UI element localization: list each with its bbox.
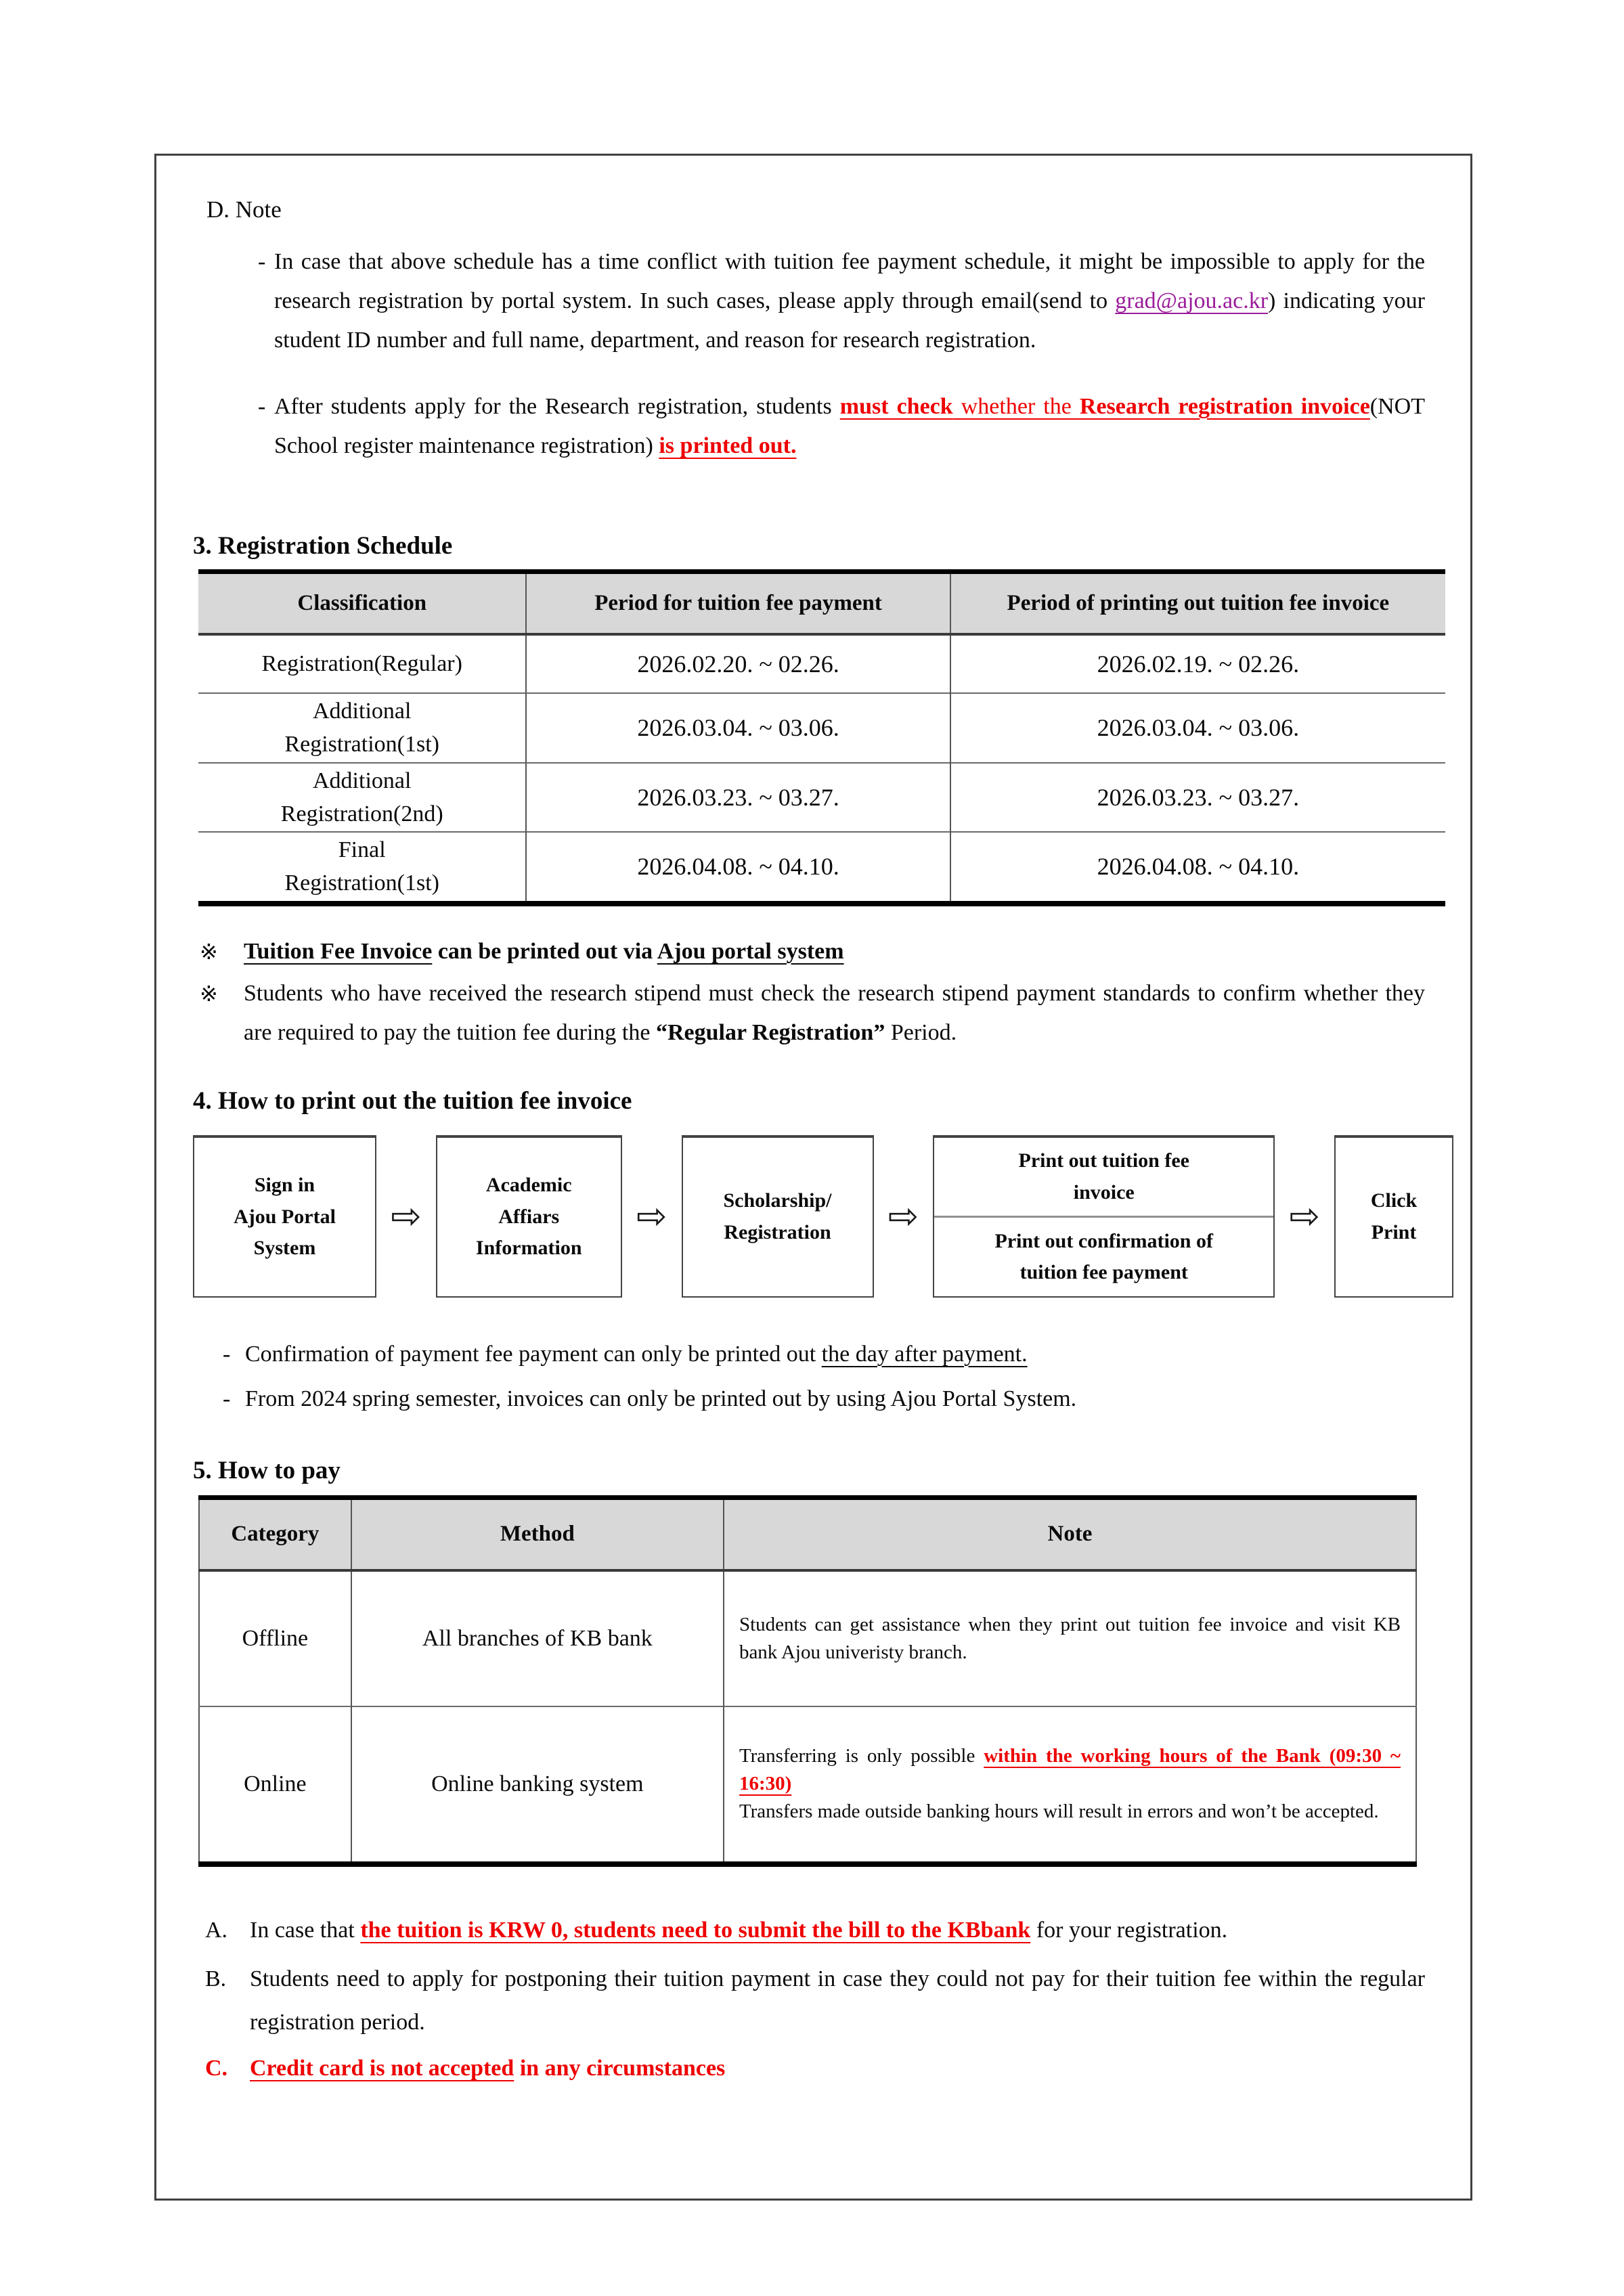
flow-step-label (1371, 1185, 1417, 1248)
bullet-dash: - (258, 394, 266, 419)
classification-line: Registration(1st) (284, 870, 439, 896)
online-note-line-1 (739, 1742, 1401, 1798)
note-cell: Students can get assistance when they print out tuition fee invoice and visit KB bank Ajou univeristy branch. (724, 1570, 1416, 1706)
flow-line: Information (475, 1237, 582, 1260)
header-payment-period: Period for tuition fee payment (526, 572, 950, 635)
payment-period-cell: 2026.03.23. ~ 03.27. (526, 763, 950, 833)
bullet-dash: - (258, 249, 266, 274)
flow-line: Ajou Portal (234, 1205, 336, 1228)
schedule-row-additional-1st (198, 693, 1445, 763)
note-cell (724, 1706, 1416, 1864)
classification-line: Final (338, 837, 386, 863)
flow-step-scholarship-registration (682, 1135, 874, 1298)
flow-line: Registration (724, 1220, 831, 1243)
online-note-line-2: Transfers made outside banking hours will result in errors and won’t be accepted. (739, 1801, 1379, 1823)
flow-line: Print (1371, 1220, 1417, 1243)
pay-row-online (199, 1706, 1416, 1864)
note-bullet-schedule-conflict (193, 242, 1425, 360)
flow-note-text: From 2024 spring semester, invoices can only be printed out by using Ajou Portal System. (245, 1386, 1077, 1411)
classification-line: Additional (313, 699, 412, 724)
classification-cell (198, 832, 526, 904)
note-text-1: In case that above schedule has a time conflict with tuition fee payment schedule, it might be impossible to apply for the research registration by portal system. In such cases, please apply through email(send to (274, 249, 1425, 313)
classification-cell (198, 693, 526, 763)
bottom-note-b (193, 1958, 1425, 2044)
classification-line: Registration(1st) (284, 732, 439, 757)
payment-period-cell: 2026.02.20. ~ 02.26. (526, 634, 950, 693)
invoice-period-cell: 2026.03.23. ~ 03.27. (950, 763, 1445, 833)
ref-note-invoice-portal (193, 932, 1425, 971)
d-note-heading: D. Note (206, 196, 282, 223)
red-must-check: must check (839, 394, 953, 419)
online-note-text: Transferring is only possible (739, 1745, 984, 1767)
flow-line: invoice (1073, 1180, 1135, 1204)
note-a-label: A. (205, 1917, 228, 1943)
category-cell: Online (244, 1771, 307, 1796)
page-content (193, 156, 1425, 2090)
bullet-dash: - (223, 1341, 231, 1367)
red-is-printed-out: is printed out. (659, 433, 797, 458)
flow-line: Sign in (254, 1174, 315, 1197)
payment-methods-table (198, 1495, 1417, 1867)
pay-row-offline (199, 1570, 1416, 1706)
flow-step-academic-affairs (436, 1135, 622, 1298)
category-cell: Offline (242, 1625, 309, 1651)
flow-line: Click (1370, 1189, 1418, 1212)
ref-note-regular-registration: “Regular Registration” (655, 1019, 885, 1045)
section-3-heading: 3. Registration Schedule (193, 532, 453, 560)
bottom-note-c (193, 2047, 1425, 2090)
invoice-period-cell: 2026.02.19. ~ 02.26. (950, 634, 1445, 693)
classification-line: Registration(2nd) (280, 801, 443, 826)
flow-note-2024 (193, 1377, 1425, 1421)
section-5-heading: 5. How to pay (193, 1456, 341, 1484)
method-cell: All branches of KB bank (351, 1570, 724, 1706)
ref-note-underline-1: Tuition Fee Invoice (244, 938, 433, 964)
ref-note-text-1: Students who have received the research stipend must check the research stipend payment standards to confirm whether they are required to pay the tuition fee during the (244, 980, 1425, 1045)
note-a-text-1: In case that (250, 1917, 361, 1943)
header-classification: Classification (198, 572, 526, 635)
note-text-2: ) indicating your student ID number and full name, department, and reason for research registration. (274, 288, 1425, 353)
flow-arrow-icon: ⇨ (1289, 1195, 1320, 1238)
note-b-label: B. (205, 1966, 227, 1991)
classification-cell (198, 634, 526, 693)
bottom-note-a (193, 1909, 1425, 1952)
flow-step-sign-in (193, 1135, 376, 1298)
classification-cell (198, 763, 526, 833)
flow-step-label (723, 1185, 831, 1248)
ref-note-research-stipend (193, 974, 1425, 1053)
flow-line: System (253, 1237, 316, 1260)
classification-line: Additional (313, 768, 412, 793)
flow-step-label (476, 1170, 582, 1264)
flow-note-confirmation (193, 1333, 1425, 1376)
email-link[interactable]: grad@ajou.ac.kr (1115, 288, 1269, 313)
header-category: Category (199, 1497, 351, 1570)
header-method: Method (351, 1497, 724, 1570)
pay-header-row (199, 1497, 1416, 1570)
red-research-invoice: Research registration invoice (1079, 394, 1370, 419)
note-text-4: (NOT School register maintenance registration) (274, 394, 1425, 458)
schedule-row-final (198, 832, 1445, 904)
section-4-heading: 4. How to print out the tuition fee invoice (193, 1086, 632, 1115)
schedule-row-additional-2nd (198, 763, 1445, 833)
flow-step-print-out (933, 1135, 1275, 1298)
note-a-text-2: for your registration. (1030, 1917, 1228, 1943)
document-page (154, 154, 1472, 2201)
flow-step-click-print (1334, 1135, 1453, 1298)
classification-line: Registration(Regular) (261, 651, 462, 677)
payment-period-cell: 2026.04.08. ~ 04.10. (526, 832, 950, 904)
note-bullet-must-check (193, 387, 1425, 466)
invoice-period-cell: 2026.03.04. ~ 03.06. (950, 693, 1445, 763)
flow-line: Academic (485, 1174, 572, 1197)
flow-line: Print out tuition fee (1018, 1149, 1189, 1172)
invoice-period-cell: 2026.04.08. ~ 04.10. (950, 832, 1445, 904)
ref-note-text-2: Period. (885, 1019, 957, 1045)
flow-step-print-confirmation (934, 1216, 1273, 1296)
bullet-dash: - (223, 1386, 231, 1411)
header-invoice-period: Period of printing out tuition fee invoice (950, 572, 1445, 635)
method-cell: Online banking system (351, 1706, 724, 1864)
header-note: Note (724, 1497, 1416, 1570)
schedule-header-row (198, 572, 1445, 635)
note-a-red: the tuition is KRW 0, students need to submit the bill to the KBbank (360, 1917, 1031, 1943)
reference-mark-icon: ※ (200, 938, 218, 965)
red-whether-the: whether the (952, 394, 1080, 419)
flow-line: Print out confirmation of (994, 1229, 1213, 1252)
ref-note-mid: can be printed out via (432, 938, 657, 964)
note-b-text: Students need to apply for postponing their tuition payment in case they could not pay for their tuition fee within the regular registration period. (250, 1966, 1425, 2035)
invoice-print-flow (193, 1135, 1453, 1298)
flow-step-print-invoice (934, 1138, 1273, 1216)
reference-mark-icon: ※ (200, 980, 218, 1007)
note-text-3: After students apply for the Research registration, students (274, 394, 840, 419)
ref-note-underline-2: Ajou portal system (657, 938, 844, 964)
note-c-text: in any circumstances (514, 2055, 726, 2081)
flow-arrow-icon: ⇨ (636, 1195, 667, 1238)
flow-line: tuition fee payment (1019, 1261, 1188, 1284)
note-c-underline: Credit card is not accepted (250, 2055, 514, 2081)
flow-note-text: Confirmation of payment fee payment can only be printed out (245, 1341, 822, 1367)
payment-period-cell: 2026.03.04. ~ 03.06. (526, 693, 950, 763)
flow-line: Affiars (498, 1205, 560, 1228)
schedule-row-regular (198, 634, 1445, 693)
flow-arrow-icon: ⇨ (887, 1195, 919, 1238)
note-c-label: C. (205, 2055, 228, 2081)
online-note-red-hours: within the working hours of the Bank (09:30 ~ 16:30) (739, 1745, 1401, 1795)
flow-step-label (234, 1170, 336, 1264)
flow-arrow-icon: ⇨ (391, 1195, 422, 1238)
registration-schedule-table (198, 569, 1445, 906)
flow-note-underline: the day after payment. (821, 1341, 1028, 1367)
flow-line: Scholarship/ (723, 1189, 832, 1212)
